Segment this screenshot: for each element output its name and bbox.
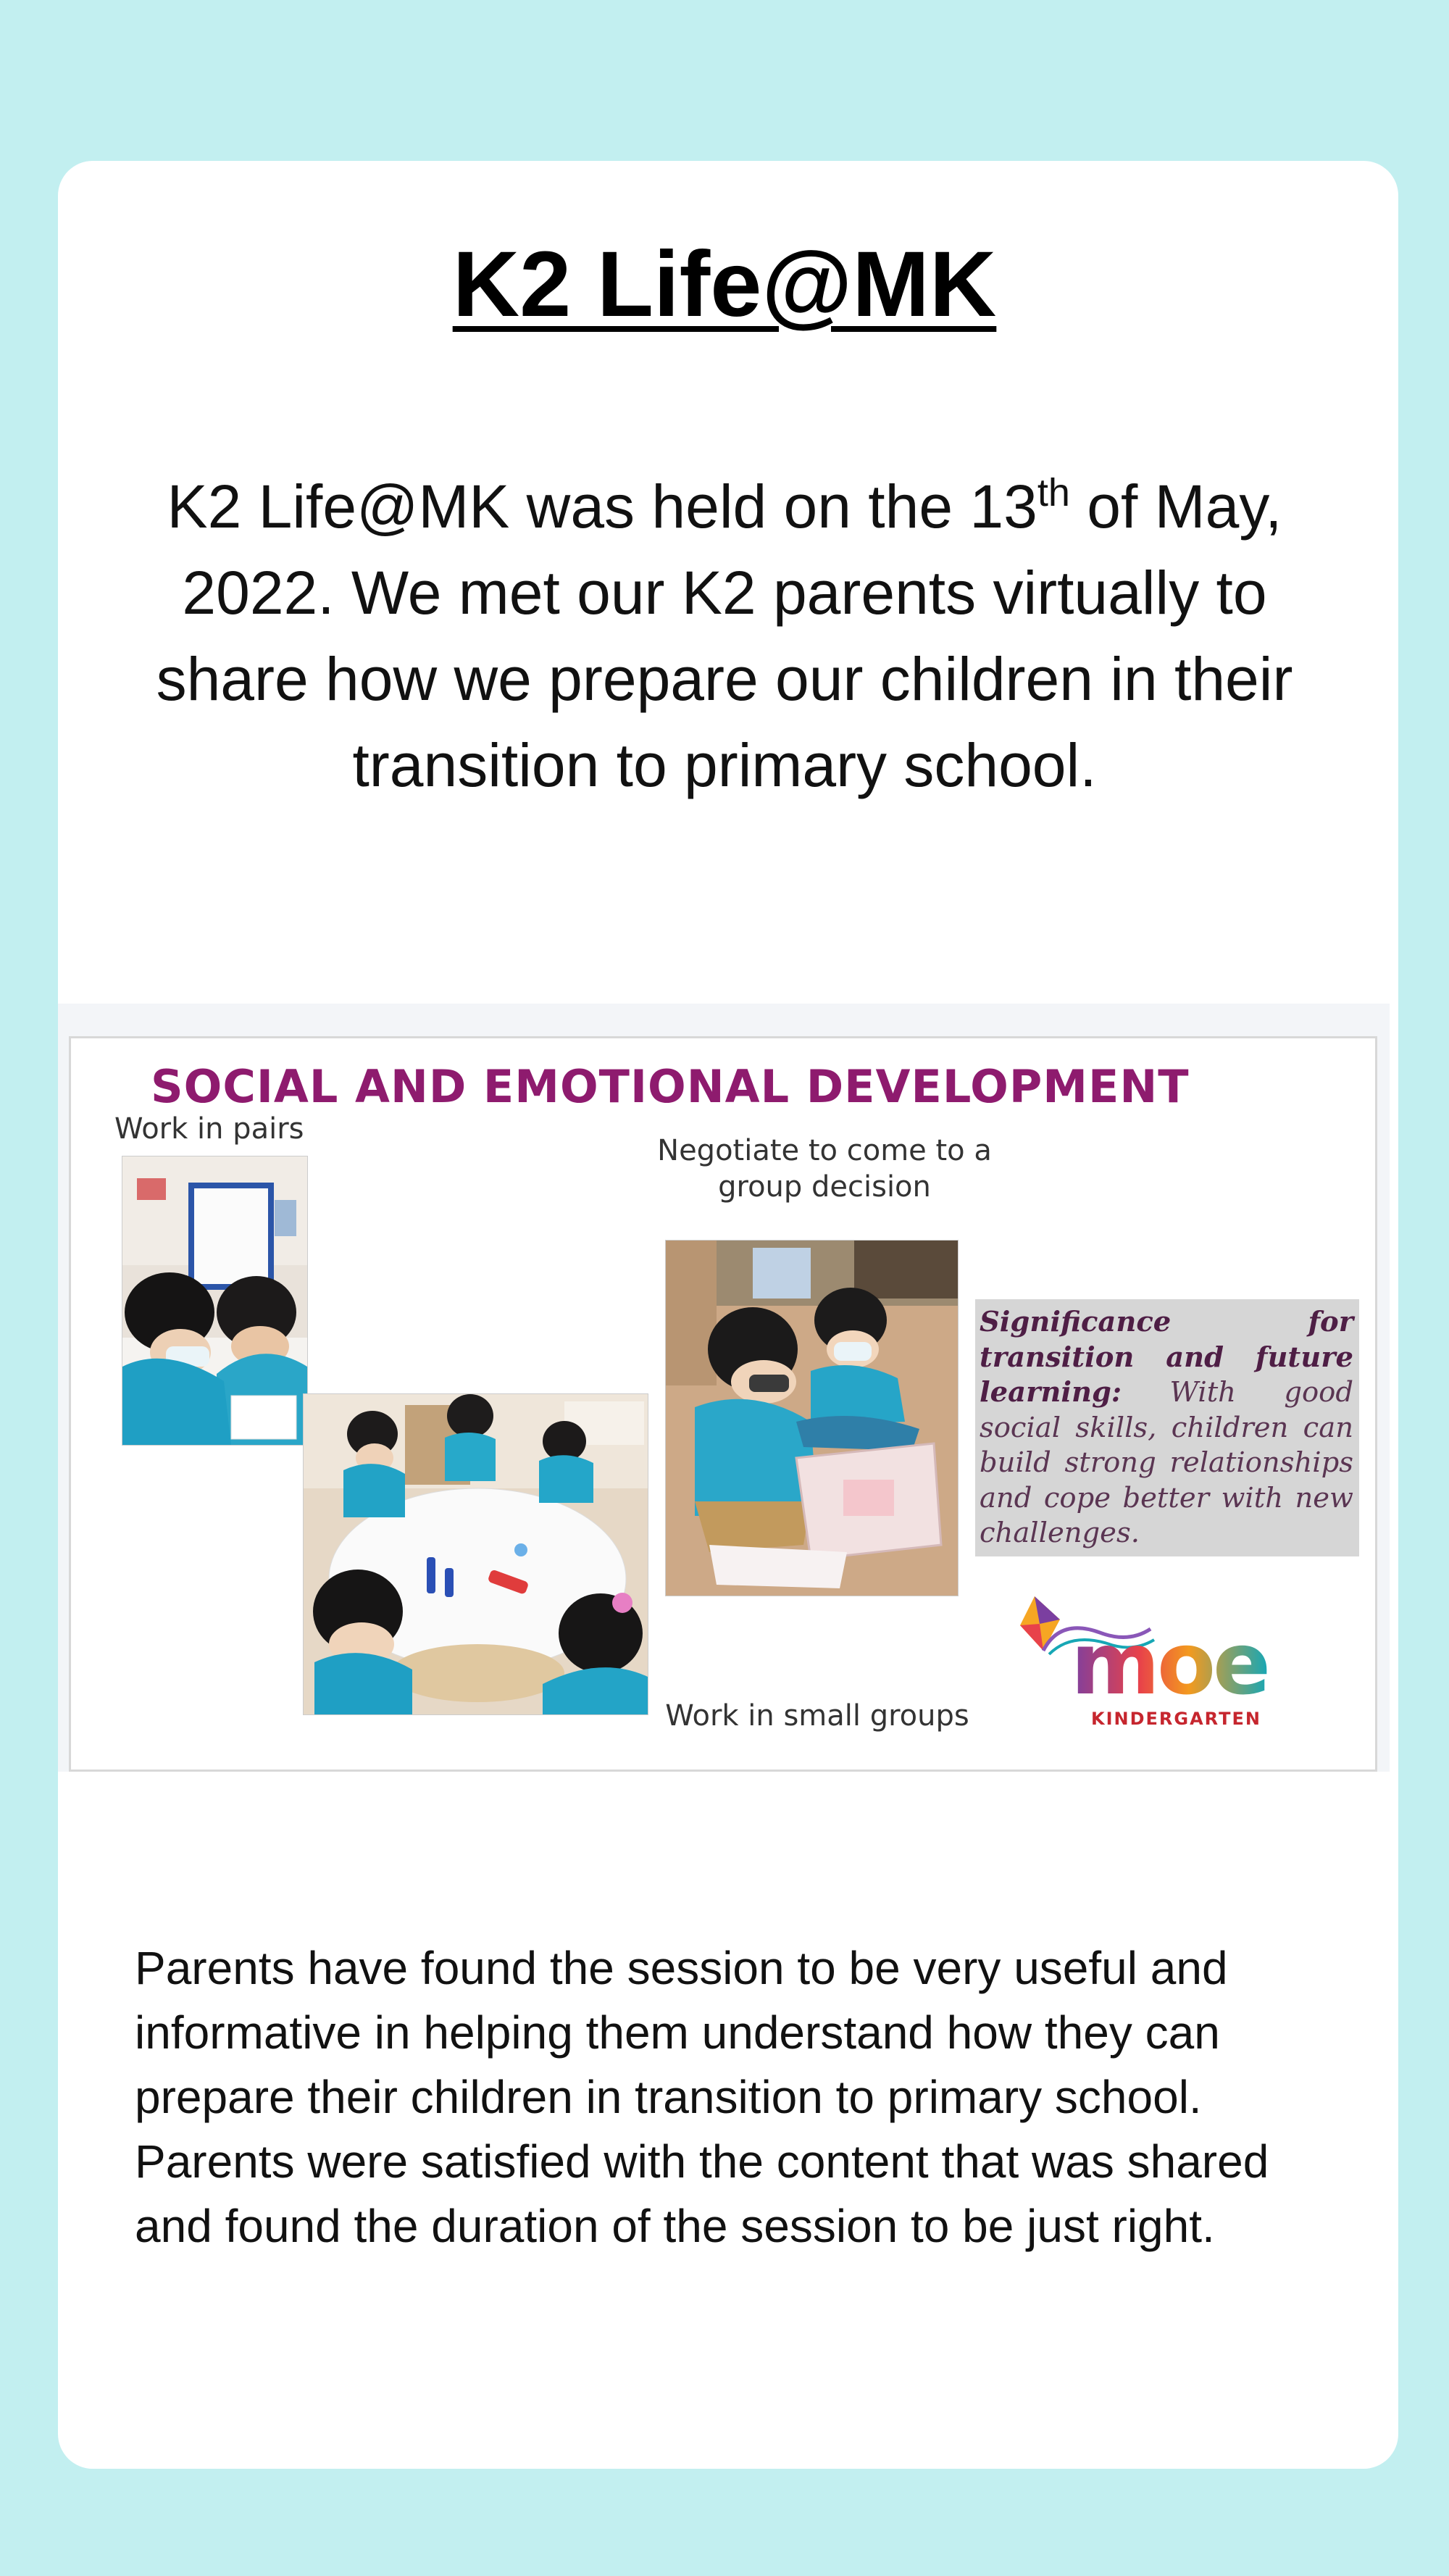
significance-heading: Significance for transition and future learning: [980,1306,1353,1409]
children-at-round-table-photo [303,1393,648,1715]
logo-wordmark: moe [1071,1614,1269,1714]
intro-ordinal-suffix: th [1037,471,1070,514]
significance-body: With good social skills, children can build strong relationships and cope better with new challenges. [980,1376,1353,1549]
page-title [0,230,1449,339]
logo-subtitle: KINDERGARTEN [1091,1709,1261,1729]
slide-title: SOCIAL AND EMOTIONAL DEVELOPMENT [151,1060,1190,1113]
caption-work-in-small-groups: Work in small groups [665,1699,969,1733]
slide-frame [69,1036,1377,1772]
children-working-in-pairs-photo [122,1156,308,1446]
caption-work-in-pairs: Work in pairs [114,1112,304,1146]
intro-text-end: of May, 2022. We met our K2 parents virtually to share how we prepare our children in their transition to primary school. [156,472,1293,799]
caption-negotiate: Negotiate to come to a group decision [657,1134,992,1204]
closing-paragraph: Parents have found the session to be very useful and informative in helping them understand how they can prepare their children in transition to primary school. Parents were satisfied with the content that was shared and found the duration of the session to be just right. [135,1942,1269,2252]
moe-kindergarten-logo [1006,1589,1269,1734]
page-title-text: K2 Life@MK [452,233,997,336]
intro-text-start: K2 Life@MK was held on the 13 [167,472,1037,541]
slide-image [58,1004,1390,1772]
intro-paragraph [130,464,1319,809]
significance-box [975,1299,1359,1556]
children-on-floor-photo [665,1240,959,1596]
